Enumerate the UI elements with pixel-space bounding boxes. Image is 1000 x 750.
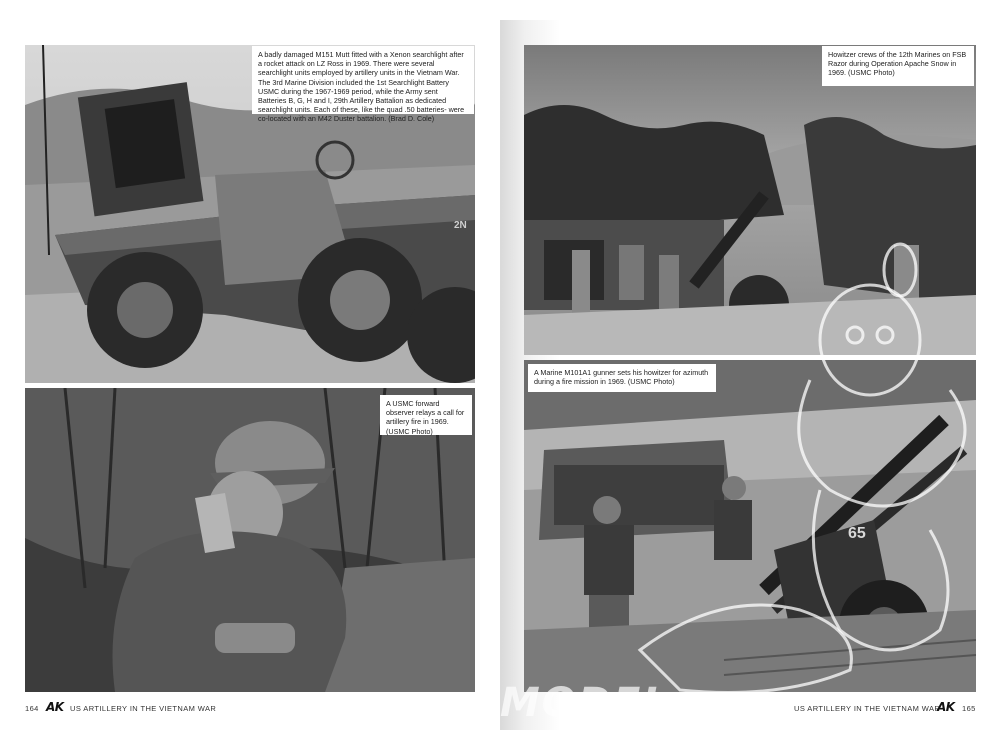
photo-top-caption-right: Howitzer crews of the 12th Marines on FSB Razor during Operation Apache Snow in 1969. (USMC Photo): [822, 46, 974, 86]
running-title-right: US ARTILLERY IN THE VIETNAM WAR: [794, 704, 941, 713]
page-number-right: 165: [962, 704, 976, 713]
photo-howitzer-crews: [524, 45, 976, 355]
watermark-text: MODEL: [500, 680, 670, 726]
photo-bottom-caption-right: A Marine M101A1 gunner sets his howitzer for azimuth during a fire mission in 1969. (USMC Photo): [528, 364, 716, 392]
vehicle-marking: 2N: [454, 220, 467, 231]
gutter: [490, 20, 500, 730]
gun-marking: 65: [848, 525, 866, 542]
publisher-logo-left: AK: [46, 700, 64, 714]
page-number-left: 164: [25, 704, 39, 713]
photo-m101a1-gunner: [524, 360, 976, 692]
publisher-logo-right: AK: [937, 700, 955, 714]
photo-top-caption-left: A badly damaged M151 Mutt fitted with a Xenon searchlight after a rocket attack on LZ Ross in 1969. There were several searchlight units employed by artillery units in the Vietnam War. The 3rd Marine Division included the 1st Searchlight Battery USMC during the 1967-1969 period, while the Army sent Batteries B, G, H and I, 29th Artillery Battalion as dedicated searchlight units. Each of these, like the quad .50 batteries- were co-located with an M42 Duster battalion. (Brad D. Cole): [252, 46, 474, 114]
photo-bottom-caption-left: A USMC forward observer relays a call for artillery fire in 1969. (USMC Photo): [380, 395, 472, 435]
running-title-left: US ARTILLERY IN THE VIETNAM WAR: [70, 704, 217, 713]
